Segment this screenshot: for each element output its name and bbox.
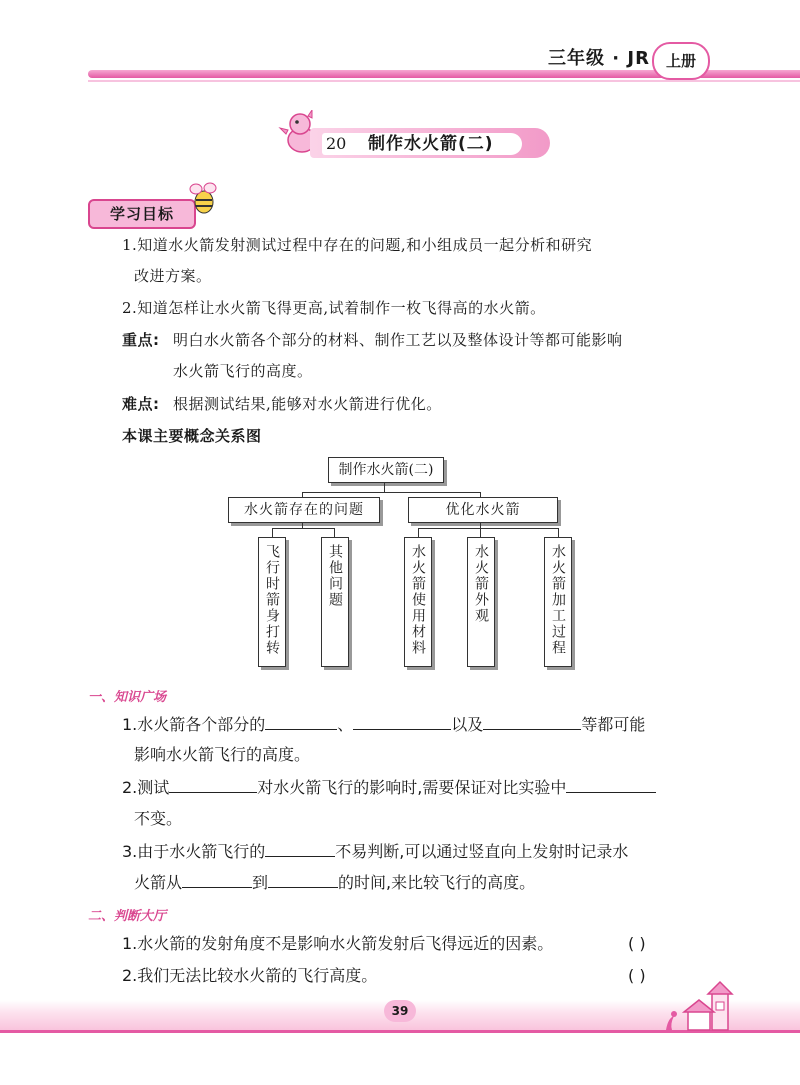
- lesson-title: 制作水火箭(二): [368, 134, 494, 154]
- grade-label: 三年级 · JR: [548, 48, 650, 69]
- connector: [418, 528, 558, 529]
- key-point-label: 重点:: [122, 331, 160, 349]
- objective-2: 2.知道怎样让水火箭飞得更高,试着制作一枚飞得高的水火箭。: [122, 299, 546, 317]
- concept-leaf-appearance: 水火箭外观: [467, 537, 495, 667]
- q2-text-b: 对水火箭飞行的影响时,需要保证对比实验中: [257, 778, 567, 797]
- q3-text-e: 的时间,来比较飞行的高度。: [338, 873, 536, 892]
- q1-line-2: 影响水火箭飞行的高度。: [134, 745, 311, 764]
- judge-answer-2[interactable]: ( ): [628, 966, 646, 985]
- q3-blank-2[interactable]: [182, 871, 252, 888]
- key-point-line-1: 明白水火箭各个部分的材料、制作工艺以及整体设计等都可能影响: [173, 331, 623, 349]
- q3-text-b: 不易判断,可以通过竖直向上发射时记录水: [335, 842, 629, 861]
- fill-question-1: [122, 713, 645, 736]
- q3-line-2: [134, 871, 535, 894]
- q2-blank-1[interactable]: [169, 776, 257, 793]
- difficulty-text: 根据测试结果,能够对水火箭进行优化。: [173, 395, 442, 413]
- q2-blank-2[interactable]: [566, 776, 656, 793]
- q2-line-2: 不变。: [134, 809, 183, 828]
- concept-leaf-spin: 飞行时箭身打转: [258, 537, 286, 667]
- q3-text-a: 3.由于水火箭飞行的: [122, 842, 266, 861]
- q2-text-a: 2.测试: [122, 778, 170, 797]
- judge-question-2: 2.我们无法比较水火箭的飞行高度。: [122, 966, 378, 985]
- lesson-number: 20: [326, 134, 347, 153]
- connector: [272, 528, 334, 529]
- q1-text-b: 、: [337, 715, 354, 734]
- concept-leaf-process: 水火箭加工过程: [544, 537, 572, 667]
- q1-blank-1[interactable]: [265, 713, 337, 730]
- objective-1-line-2: 改进方案。: [134, 267, 212, 285]
- fill-question-3: [122, 840, 628, 863]
- concept-root: 制作水火箭(二): [328, 457, 444, 483]
- concept-leaf-other: 其他问题: [321, 537, 349, 667]
- key-point-line-2: 水火箭飞行的高度。: [173, 362, 313, 380]
- lighthouse-icon: [660, 980, 740, 1032]
- q3-blank-3[interactable]: [268, 871, 338, 888]
- q3-blank-1[interactable]: [265, 840, 335, 857]
- judge-question-1: 1.水火箭的发射角度不是影响水火箭发射后飞得远近的因素。: [122, 934, 554, 953]
- difficulty-label: 难点:: [122, 395, 160, 413]
- q1-text-a: 1.水火箭各个部分的: [122, 715, 266, 734]
- section-judgment-title: 二、判断大厅: [88, 909, 167, 924]
- judge-answer-1[interactable]: ( ): [628, 934, 646, 953]
- concept-leaf-materials: 水火箭使用材料: [404, 537, 432, 667]
- objectives-tag: 学习目标: [88, 199, 196, 229]
- section-knowledge-title: 一、知识广场: [88, 690, 167, 705]
- concept-branch-problems: 水火箭存在的问题: [228, 497, 380, 523]
- q1-text-c: 以及: [451, 715, 484, 734]
- header-band-line: [88, 80, 800, 82]
- concept-branch-optimize: 优化水火箭: [408, 497, 558, 523]
- connector: [302, 492, 480, 493]
- q1-blank-2[interactable]: [353, 713, 451, 730]
- q3-text-c: 火箭从: [134, 873, 183, 892]
- q3-text-d: 到: [252, 873, 269, 892]
- q1-blank-3[interactable]: [483, 713, 581, 730]
- fill-question-2: [122, 776, 656, 799]
- bee-icon: [188, 180, 220, 216]
- objective-1-line-1: 1.知道水火箭发射测试过程中存在的问题,和小组成员一起分析和研究: [122, 236, 593, 254]
- volume-badge: 上册: [652, 42, 710, 80]
- concept-map-heading: 本课主要概念关系图: [122, 427, 262, 445]
- page-number: 39: [384, 1000, 416, 1022]
- q1-text-d: 等都可能: [581, 715, 646, 734]
